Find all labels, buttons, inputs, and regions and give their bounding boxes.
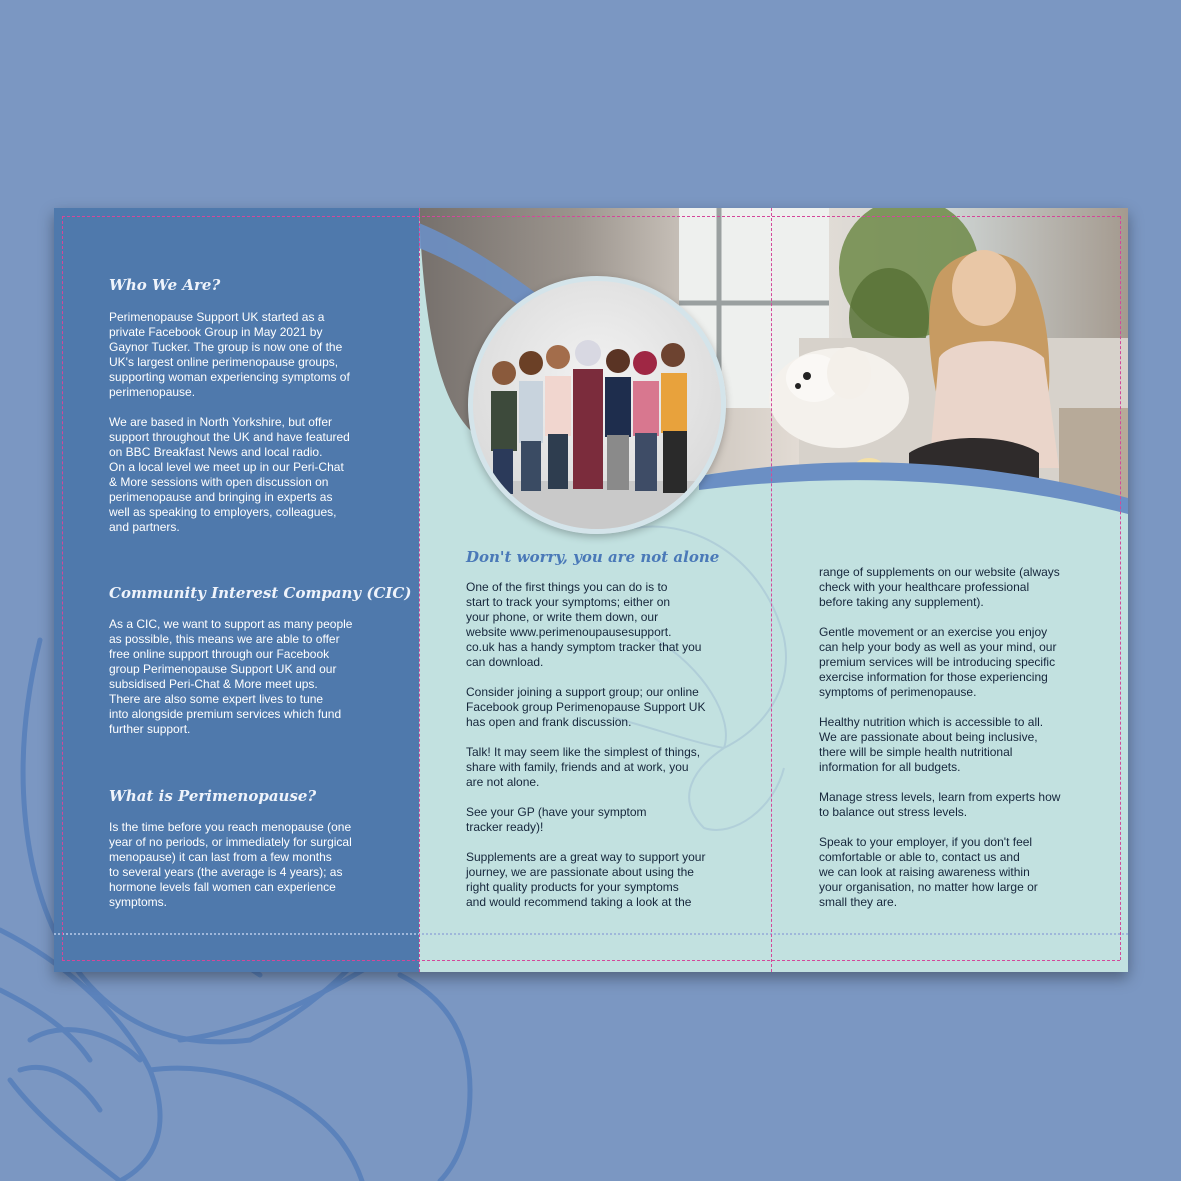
fold-line-1 — [419, 208, 420, 972]
cic-text — [109, 617, 409, 752]
what-is-perimenopause-paragraph: Is the time before you reach menopause (one year of no periods, or immediately for surgical menopause) it can last from a few months to several years (the average is 4 years); as hormone levels fall women can experience symptoms. — [109, 820, 352, 909]
middle-paragraph: One of the first things you can do is to start to track your symptoms; either on your phone, or write them down, our website www.perimenoupausesupport. co.uk has a handy symptom tracker that you can download. — [466, 580, 702, 669]
right-paragraph: range of supplements on our website (always check with your healthcare professional before taking any supplement). — [819, 565, 1060, 609]
who-we-are-heading: Who We Are? — [109, 276, 221, 294]
middle-paragraph: Talk! It may seem like the simplest of things, share with family, friends and at work, you are not alone. — [466, 745, 701, 789]
crop-guide-left — [62, 216, 63, 960]
right-panel-text — [819, 565, 1119, 925]
trifold-brochure — [54, 208, 1128, 972]
cic-paragraph: As a CIC, we want to support as many people as possible, this means we are able to offer free online support through our Facebook group Perimenopause Support UK and our subsidised Peri-Chat & More meet ups. There are also some expert lives to tune into alongside premium services which fund further support. — [109, 617, 353, 736]
fold-line-2 — [771, 208, 772, 972]
middle-paragraph: Consider joining a support group; our online Facebook group Perimenopause Support UK has open and frank discussion. — [466, 685, 706, 729]
cic-heading: Community Interest Company (CIC) — [109, 584, 412, 602]
right-paragraph: Healthy nutrition which is accessible to all. We are passionate about being inclusive, there will be simple health nutritional information for all budgets. — [819, 715, 1044, 774]
middle-paragraph: Supplements are a great way to support your journey, we are passionate about using the right quality products for your symptoms and would recommend taking a look at the — [466, 850, 706, 909]
women-group-photo — [473, 281, 721, 529]
not-alone-heading: Don't worry, you are not alone — [466, 548, 720, 566]
crop-guide-top — [62, 216, 1120, 217]
middle-panel-text — [466, 580, 766, 925]
group-photo-circle — [468, 276, 726, 534]
right-paragraph: Speak to your employer, if you don't feel comfortable or able to, contact us and we can look at raising awareness within your organisation, no matter how large or small they are. — [819, 835, 1038, 909]
right-paragraph: Manage stress levels, learn from experts how to balance out stress levels. — [819, 790, 1061, 819]
bleed-guide — [54, 933, 1128, 935]
who-we-are-paragraph: We are based in North Yorkshire, but offer support throughout the UK and have featured on BBC Breakfast News and local radio. On a local level we meet up in our Peri-Chat & More sessions with open discussion on perimenopause and bringing in experts as well as speaking to employers, colleagues, and partners. — [109, 415, 350, 534]
middle-paragraph: See your GP (have your symptom tracker ready)! — [466, 805, 647, 834]
right-paragraph: Gentle movement or an exercise you enjoy can help your body as well as your mind, our premium services will be introducing specific exercise information for those experiencing symptoms of perimenopause. — [819, 625, 1057, 699]
what-is-perimenopause-heading: What is Perimenopause? — [109, 787, 317, 805]
what-is-perimenopause-text — [109, 820, 409, 925]
crop-guide-bottom — [62, 960, 1120, 961]
who-we-are-text — [109, 310, 409, 550]
who-we-are-paragraph: Perimenopause Support UK started as a private Facebook Group in May 2021 by Gaynor Tucker. The group is now one of the UK's largest online perimenopause groups, supporting woman experiencing symptoms of perimenopause. — [109, 310, 350, 399]
crop-guide-right — [1120, 216, 1121, 960]
